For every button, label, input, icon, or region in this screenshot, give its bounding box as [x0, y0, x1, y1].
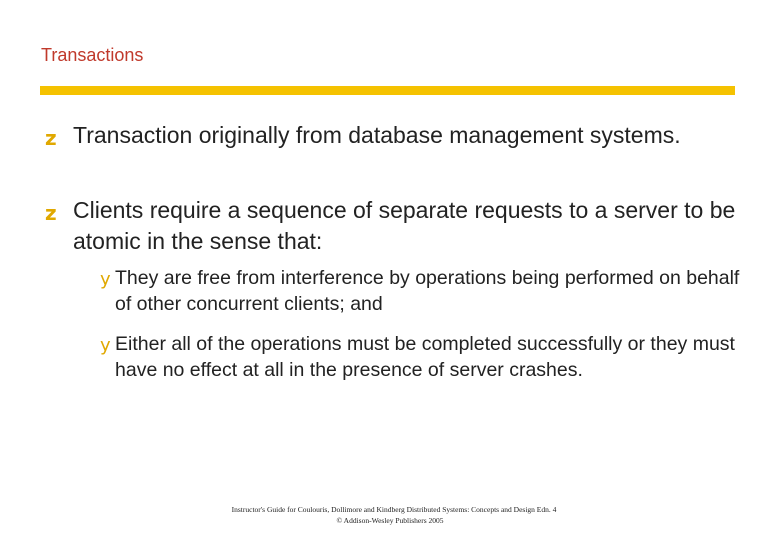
y-bullet-icon: y — [100, 269, 111, 290]
sub-bullet-text: Either all of the operations must be completed successfully or they must have no effect at all in the presence of server crashes. — [115, 333, 735, 381]
sub-bullet-item-2 — [100, 331, 740, 383]
bullet-text: Clients require a sequence of separate requests to a server to be atomic in the sense that: — [73, 197, 736, 254]
z-bullet-icon: z — [45, 126, 57, 150]
z-bullet-icon: z — [45, 201, 57, 225]
bullet-item-1 — [45, 120, 745, 151]
sub-bullet-item-1 — [100, 265, 740, 317]
title-divider — [40, 86, 735, 95]
y-bullet-icon: y — [100, 335, 111, 356]
bullet-text: Transaction originally from database management systems. — [73, 122, 681, 148]
sub-bullet-text: They are free from interference by operations being performed on behalf of other concurrent clients; and — [115, 267, 740, 315]
bullet-item-2 — [45, 195, 745, 257]
footer-copyright: © Addison-Wesley Publishers 2005 — [336, 516, 444, 525]
footer-credit: Instructor's Guide for Coulouris, Dollimore and Kindberg Distributed Systems: Concepts and Design Edn. 4 — [231, 505, 557, 514]
slide-title: Transactions — [41, 45, 144, 65]
